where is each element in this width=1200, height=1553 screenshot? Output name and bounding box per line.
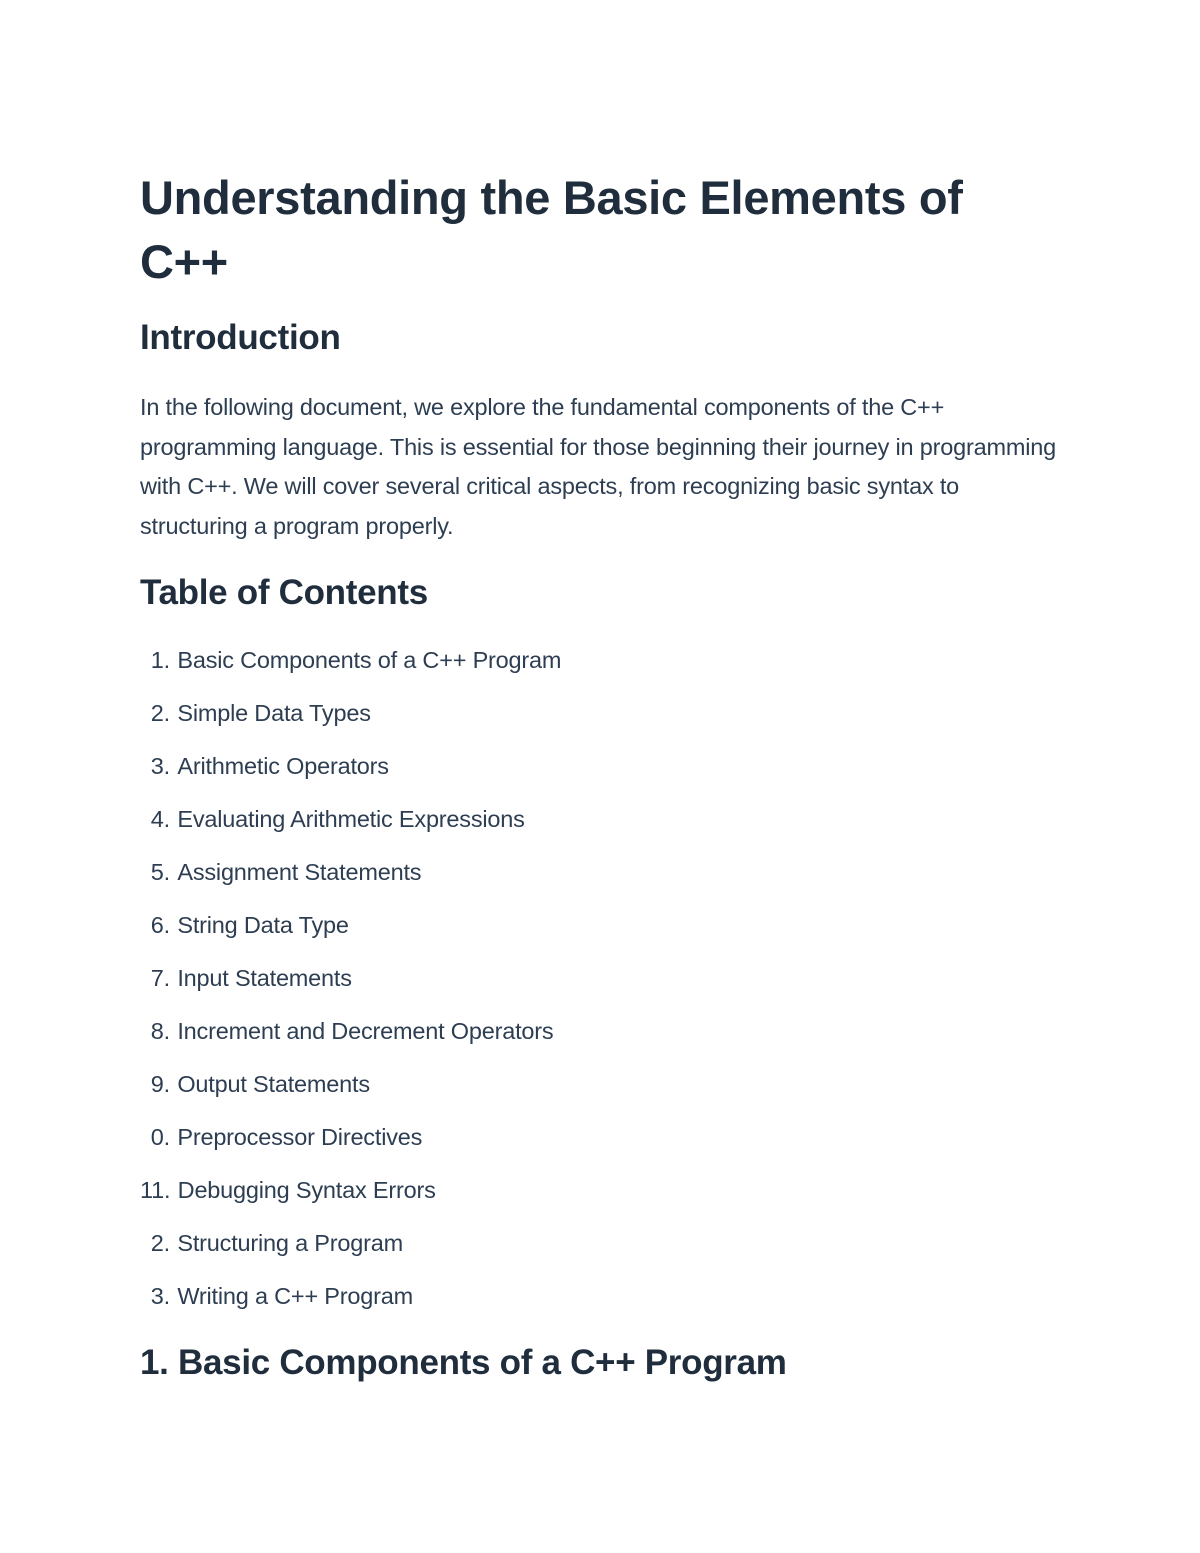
toc-item-label: Assignment Statements — [177, 859, 422, 885]
toc-item-label: String Data Type — [177, 912, 349, 938]
introduction-paragraph: In the following document, we explore the fundamental components of the C++ programming language. This is essential for those beginning their journey in programming with C++. We will cover several critical aspects, from recognizing basic syntax to structuring a program properly. — [140, 394, 1056, 539]
toc-item-label: Simple Data Types — [177, 700, 371, 726]
toc-item-number: 9. — [150, 1071, 170, 1097]
toc-item-number: 11. — [140, 1177, 171, 1203]
toc-item-label: Input Statements — [177, 965, 352, 991]
toc-item-number: 5. — [150, 859, 170, 885]
toc-item-number: 1. — [150, 647, 170, 673]
toc-item-number: 8. — [150, 1018, 170, 1044]
toc-item-label: Preprocessor Directives — [177, 1124, 423, 1150]
toc-item — [140, 643, 561, 696]
toc-item-number: 6. — [150, 912, 170, 938]
document-title: Understanding the Basic Elements of C++ — [140, 171, 963, 288]
toc-item-label: Arithmetic Operators — [177, 753, 389, 779]
toc-item — [140, 1279, 561, 1332]
toc-item-label: Basic Components of a C++ Program — [177, 647, 562, 673]
toc-item-label: Evaluating Arithmetic Expressions — [177, 806, 525, 832]
toc-item-label: Increment and Decrement Operators — [177, 1018, 554, 1044]
toc-item — [140, 961, 561, 1014]
section-1-heading: 1. Basic Components of a C++ Program — [140, 1343, 787, 1382]
toc-item — [140, 802, 561, 855]
toc-item-number: 3. — [150, 753, 170, 779]
toc-item — [140, 1067, 561, 1120]
toc-item — [140, 1173, 561, 1226]
toc-item-number: 3. — [150, 1283, 170, 1309]
toc-item-label: Structuring a Program — [177, 1230, 404, 1256]
toc-item — [140, 749, 561, 802]
toc-item-number: 7. — [150, 965, 170, 991]
toc-item — [140, 855, 561, 908]
table-of-contents-heading: Table of Contents — [140, 573, 428, 612]
toc-item — [140, 1014, 561, 1067]
introduction-heading: Introduction — [140, 318, 341, 357]
toc-item — [140, 1120, 561, 1173]
toc-item-number: 0. — [150, 1124, 170, 1150]
toc-item-label: Writing a C++ Program — [177, 1283, 414, 1309]
toc-item — [140, 696, 561, 749]
table-of-contents-list — [140, 643, 561, 1332]
toc-item — [140, 908, 561, 961]
toc-item-number: 2. — [150, 700, 170, 726]
toc-item-label: Debugging Syntax Errors — [177, 1177, 436, 1203]
toc-item-number: 2. — [150, 1230, 170, 1256]
toc-item-number: 4. — [150, 806, 170, 832]
toc-item — [140, 1226, 561, 1279]
toc-item-label: Output Statements — [177, 1071, 370, 1097]
